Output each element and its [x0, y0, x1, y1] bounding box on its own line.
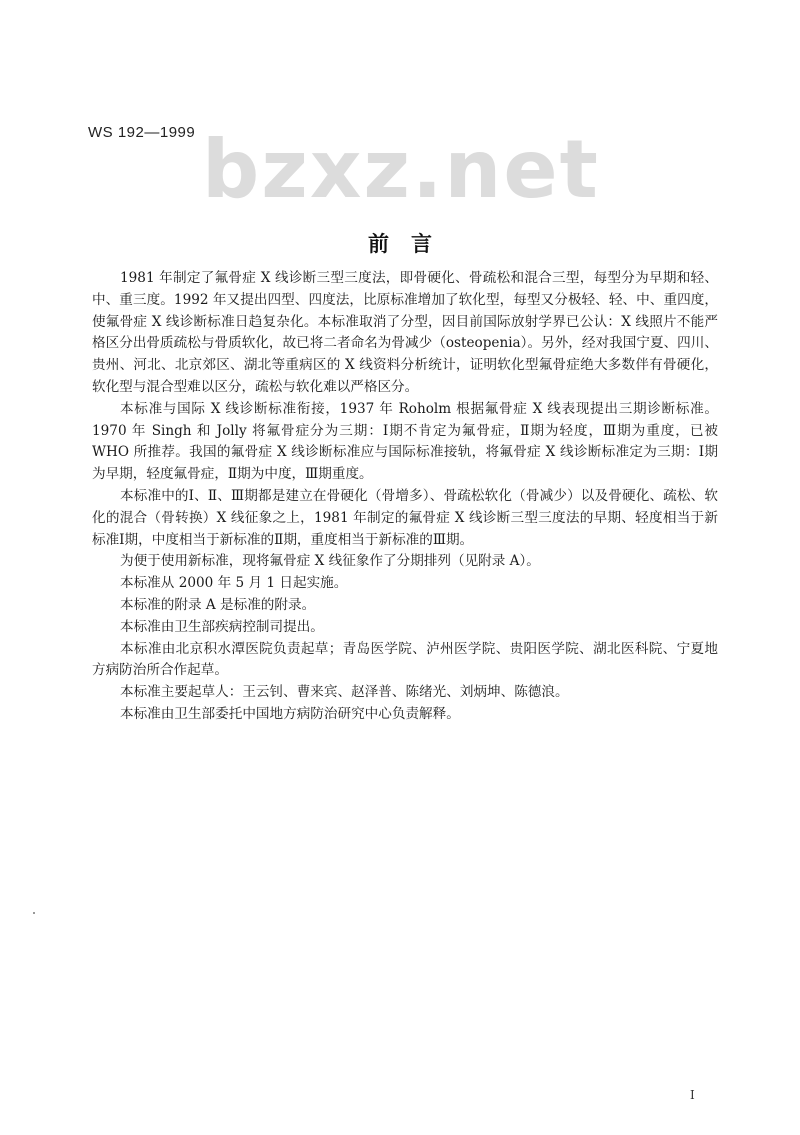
paragraph: 本标准与国际 X 线诊断标准衔接，1937 年 Roholm 根据氟骨症 X 线表现提出三期诊断标准。1970 年 Singh 和 Jolly 将氟骨症分为三期：Ⅰ期不肯定为氟骨症，Ⅱ期为轻度，Ⅲ期为重度，已被 WHO 所推荐。我国的氟骨症 X 线诊断标准应与国际标准接轨，将氟骨症 X 线诊断标准定为三期：Ⅰ期为早期，轻度氟骨症，Ⅱ期为中度，Ⅲ期重度。 [92, 400, 718, 483]
watermark-logo: bzxz.net [202, 123, 600, 216]
paragraph: 本标准由卫生部委托中国地方病防治研究中心负责解释。 [120, 705, 460, 722]
page-number: I [690, 1088, 695, 1102]
standard-code: WS 192—1999 [88, 124, 196, 141]
page-title: 前言 [368, 232, 454, 256]
paragraph: 本标准由北京积水潭医院负责起草；青岛医学院、泸州医学院、贵阳医学院、湖北医科院、宁夏地方病防治所合作起草。 [92, 640, 718, 679]
paragraph: 本标准的附录 A 是标准的附录。 [120, 596, 316, 613]
paragraph: 本标准从 2000 年 5 月 1 日起实施。 [120, 575, 348, 592]
paragraph: 为便于使用新标准，现将氟骨症 X 线征象作了分期排列（见附录 A）。 [120, 553, 540, 570]
paragraph: 本标准主要起草人：王云钊、曹来宾、赵泽普、陈绪光、刘炳坤、陈德浪。 [120, 684, 569, 701]
foreword-body [92, 268, 718, 726]
paragraph: 1981 年制定了氟骨症 X 线诊断三型三度法，即骨硬化、骨疏松和混合三型，每型分为早期和轻、中、重三度。1992 年又提出四型、四度法，比原标准增加了软化型，每型又分极轻、轻、中、重四度，使氟骨症 X 线诊断标准日趋复杂化。本标准取消了分型，因目前国际放射学界已公认：X 线照片不能严格区分出骨质疏松与骨质软化，故已将二者命名为骨减少（osteopenia）。另外，经对我国宁夏、四川、贵州、河北、北京郊区、湖北等重病区的 X 线资料分析统计，证明软化型氟骨症绝大多数伴有骨硬化，软化型与混合型难以区分，疏松与软化难以严格区分。 [92, 270, 718, 395]
paragraph: 本标准由卫生部疾病控制司提出。 [120, 618, 324, 635]
scan-speck [33, 912, 35, 914]
paragraph: 本标准中的Ⅰ、Ⅱ、Ⅲ期都是建立在骨硬化（骨增多）、骨疏松软化（骨减少）以及骨硬化、疏松、软化的混合（骨转换）X 线征象之上，1981 年制定的氟骨症 X 线诊断三型三度法的早期、轻度相当于新标准Ⅰ期，中度相当于新标准的Ⅱ期，重度相当于新标准的Ⅲ期。 [92, 487, 718, 548]
